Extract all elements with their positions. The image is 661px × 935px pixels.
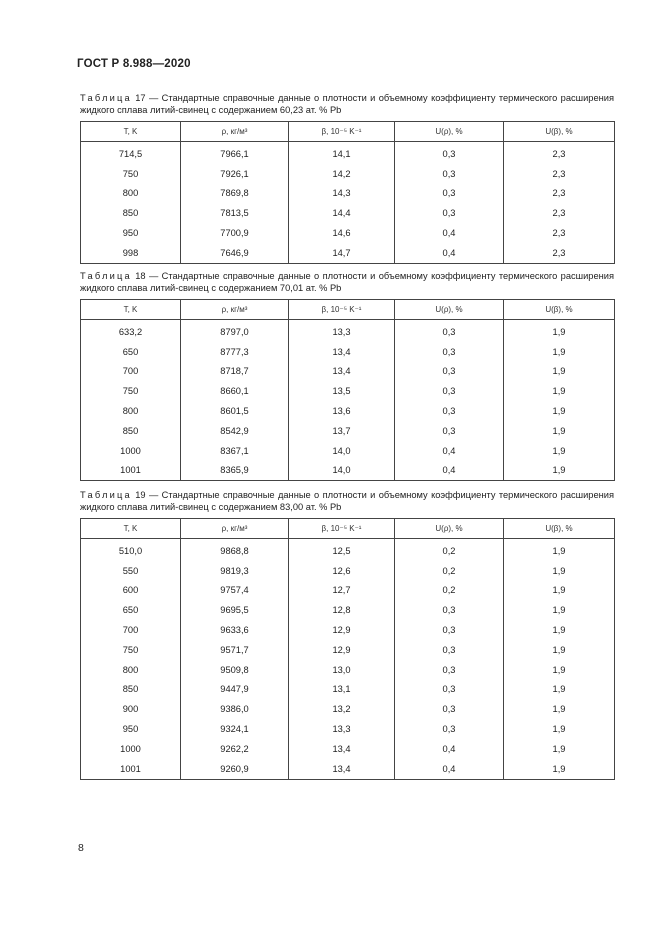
table-cell: 9819,3	[181, 561, 289, 581]
table-17	[80, 92, 614, 264]
table-cell: 1,9	[504, 719, 615, 739]
table-cell: 1,9	[504, 699, 615, 719]
table-label: Таблица	[80, 93, 132, 103]
table-cell: 14,4	[289, 203, 395, 223]
column-header: T, K	[81, 300, 181, 320]
table-cell: 0,3	[395, 699, 504, 719]
table-cell: 0,3	[395, 680, 504, 700]
table-cell: 850	[81, 421, 181, 441]
table-cell: 0,3	[395, 203, 504, 223]
table-cell: 7926,1	[181, 164, 289, 184]
table-cell: 14,2	[289, 164, 395, 184]
table-cell: 14,0	[289, 441, 395, 461]
table-caption-text: 18 — Стандартные справочные данные о плотности и объемному коэффициенту термического расширения жидкого сплава литий-свинец с содержанием 70,01 ат. % Pb	[80, 271, 614, 293]
table-cell: 7813,5	[181, 203, 289, 223]
table-cell: 12,9	[289, 640, 395, 660]
table-cell: 0,4	[395, 223, 504, 243]
table-caption-text: 17 — Стандартные справочные данные о плотности и объемному коэффициенту термического расширения жидкого сплава литий-свинец с содержанием 60,23 ат. % Pb	[80, 93, 614, 115]
table-cell: 1,9	[504, 381, 615, 401]
table-row	[81, 739, 615, 759]
table-cell: 650	[81, 600, 181, 620]
table-cell: 510,0	[81, 539, 181, 561]
table-cell: 13,4	[289, 759, 395, 779]
table-cell: 0,3	[395, 600, 504, 620]
table-cell: 2,3	[504, 243, 615, 263]
table-cell: 9324,1	[181, 719, 289, 739]
table-row	[81, 203, 615, 223]
table-cell: 8718,7	[181, 362, 289, 382]
table-cell: 9757,4	[181, 581, 289, 601]
table-cell: 13,3	[289, 719, 395, 739]
table-cell: 850	[81, 680, 181, 700]
table-cell: 1,9	[504, 561, 615, 581]
table-cell: 12,7	[289, 581, 395, 601]
table-cell: 2,3	[504, 184, 615, 204]
table-cell: 0,4	[395, 461, 504, 481]
table-caption	[80, 92, 614, 116]
table-row	[81, 759, 615, 779]
table-cell: 1,9	[504, 739, 615, 759]
table-cell: 0,3	[395, 421, 504, 441]
table-row	[81, 699, 615, 719]
table-cell: 1,9	[504, 441, 615, 461]
table-cell: 8367,1	[181, 441, 289, 461]
table-cell: 13,3	[289, 320, 395, 342]
table-cell: 0,3	[395, 401, 504, 421]
table-cell: 14,6	[289, 223, 395, 243]
table-cell: 1,9	[504, 461, 615, 481]
table-cell: 1,9	[504, 620, 615, 640]
table-row	[81, 320, 615, 342]
table-cell: 0,3	[395, 719, 504, 739]
table-cell: 2,3	[504, 164, 615, 184]
table-caption	[80, 489, 614, 513]
table-header-row	[81, 122, 615, 142]
data-table	[80, 518, 615, 780]
table-caption	[80, 270, 614, 294]
table-cell: 9260,9	[181, 759, 289, 779]
table-cell: 1,9	[504, 421, 615, 441]
table-cell: 8660,1	[181, 381, 289, 401]
table-row	[81, 401, 615, 421]
table-cell: 0,4	[395, 441, 504, 461]
table-cell: 9262,2	[181, 739, 289, 759]
table-row	[81, 561, 615, 581]
table-cell: 600	[81, 581, 181, 601]
table-cell: 0,3	[395, 362, 504, 382]
table-cell: 1,9	[504, 320, 615, 342]
table-cell: 9633,6	[181, 620, 289, 640]
table-cell: 0,2	[395, 539, 504, 561]
table-cell: 0,3	[395, 342, 504, 362]
data-table	[80, 299, 615, 481]
table-cell: 650	[81, 342, 181, 362]
table-cell: 1,9	[504, 342, 615, 362]
table-cell: 8797,0	[181, 320, 289, 342]
table-cell: 850	[81, 203, 181, 223]
table-cell: 950	[81, 719, 181, 739]
table-row	[81, 660, 615, 680]
table-row	[81, 362, 615, 382]
table-row	[81, 223, 615, 243]
table-label: Таблица	[80, 271, 132, 281]
table-cell: 13,7	[289, 421, 395, 441]
table-cell: 1000	[81, 739, 181, 759]
table-cell: 9447,9	[181, 680, 289, 700]
table-cell: 8542,9	[181, 421, 289, 441]
table-cell: 950	[81, 223, 181, 243]
table-cell: 0,3	[395, 142, 504, 164]
table-cell: 1,9	[504, 600, 615, 620]
table-cell: 0,3	[395, 620, 504, 640]
table-cell: 2,3	[504, 142, 615, 164]
table-cell: 14,1	[289, 142, 395, 164]
table-cell: 12,5	[289, 539, 395, 561]
table-cell: 1001	[81, 461, 181, 481]
column-header: U(β), %	[504, 519, 615, 539]
table-cell: 13,2	[289, 699, 395, 719]
table-cell: 8777,3	[181, 342, 289, 362]
table-cell: 800	[81, 660, 181, 680]
table-cell: 0,4	[395, 759, 504, 779]
table-18	[80, 270, 614, 481]
table-row	[81, 539, 615, 561]
table-cell: 14,3	[289, 184, 395, 204]
table-cell: 8365,9	[181, 461, 289, 481]
table-19	[80, 489, 614, 780]
table-cell: 9386,0	[181, 699, 289, 719]
table-cell: 800	[81, 401, 181, 421]
table-cell: 7966,1	[181, 142, 289, 164]
table-cell: 0,2	[395, 581, 504, 601]
table-cell: 0,2	[395, 561, 504, 581]
table-cell: 1,9	[504, 640, 615, 660]
table-row	[81, 381, 615, 401]
table-row	[81, 164, 615, 184]
column-header: β, 10⁻⁵ K⁻¹	[289, 519, 395, 539]
table-cell: 750	[81, 164, 181, 184]
table-cell: 9571,7	[181, 640, 289, 660]
table-cell: 1,9	[504, 660, 615, 680]
column-header: T, K	[81, 122, 181, 142]
table-cell: 750	[81, 640, 181, 660]
table-cell: 700	[81, 362, 181, 382]
table-row	[81, 142, 615, 164]
table-row	[81, 421, 615, 441]
table-cell: 0,4	[395, 739, 504, 759]
table-cell: 13,1	[289, 680, 395, 700]
table-cell: 633,2	[81, 320, 181, 342]
table-cell: 9868,8	[181, 539, 289, 561]
table-cell: 1,9	[504, 362, 615, 382]
column-header: β, 10⁻⁵ K⁻¹	[289, 122, 395, 142]
table-cell: 750	[81, 381, 181, 401]
table-row	[81, 243, 615, 263]
table-row	[81, 620, 615, 640]
table-cell: 13,4	[289, 342, 395, 362]
table-row	[81, 342, 615, 362]
document-header: ГОСТ Р 8.988—2020	[77, 58, 191, 70]
column-header: ρ, кг/м³	[181, 122, 289, 142]
column-header: U(β), %	[504, 122, 615, 142]
table-row	[81, 184, 615, 204]
table-cell: 550	[81, 561, 181, 581]
table-cell: 0,3	[395, 640, 504, 660]
table-cell: 1,9	[504, 759, 615, 779]
column-header: ρ, кг/м³	[181, 519, 289, 539]
table-cell: 714,5	[81, 142, 181, 164]
table-row	[81, 719, 615, 739]
table-cell: 7646,9	[181, 243, 289, 263]
table-cell: 0,3	[395, 381, 504, 401]
table-cell: 0,3	[395, 164, 504, 184]
column-header: U(β), %	[504, 300, 615, 320]
table-cell: 14,0	[289, 461, 395, 481]
table-cell: 7700,9	[181, 223, 289, 243]
table-cell: 13,6	[289, 401, 395, 421]
table-cell: 1000	[81, 441, 181, 461]
table-cell: 0,3	[395, 660, 504, 680]
table-cell: 12,8	[289, 600, 395, 620]
column-header: β, 10⁻⁵ K⁻¹	[289, 300, 395, 320]
table-cell: 13,4	[289, 739, 395, 759]
page-number: 8	[78, 842, 84, 854]
table-row	[81, 600, 615, 620]
table-cell: 998	[81, 243, 181, 263]
table-cell: 1,9	[504, 401, 615, 421]
table-label: Таблица	[80, 490, 132, 500]
table-header-row	[81, 519, 615, 539]
table-cell: 2,3	[504, 223, 615, 243]
table-cell: 2,3	[504, 203, 615, 223]
column-header: U(ρ), %	[395, 122, 504, 142]
table-cell: 12,9	[289, 620, 395, 640]
column-header: T, K	[81, 519, 181, 539]
table-cell: 13,0	[289, 660, 395, 680]
table-header-row	[81, 300, 615, 320]
table-cell: 9695,5	[181, 600, 289, 620]
table-caption-text: 19 — Стандартные справочные данные о плотности и объемному коэффициенту термического расширения жидкого сплава литий-свинец с содержанием 83,00 ат. % Pb	[80, 490, 614, 512]
table-cell: 700	[81, 620, 181, 640]
table-cell: 800	[81, 184, 181, 204]
table-cell: 13,5	[289, 381, 395, 401]
table-cell: 1,9	[504, 680, 615, 700]
table-cell: 900	[81, 699, 181, 719]
column-header: ρ, кг/м³	[181, 300, 289, 320]
table-cell: 14,7	[289, 243, 395, 263]
table-cell: 9509,8	[181, 660, 289, 680]
table-cell: 0,4	[395, 243, 504, 263]
data-table	[80, 121, 615, 264]
table-cell: 7869,8	[181, 184, 289, 204]
table-cell: 12,6	[289, 561, 395, 581]
table-row	[81, 680, 615, 700]
table-row	[81, 581, 615, 601]
table-cell: 1,9	[504, 581, 615, 601]
table-cell: 0,3	[395, 184, 504, 204]
table-cell: 0,3	[395, 320, 504, 342]
table-cell: 1,9	[504, 539, 615, 561]
table-row	[81, 441, 615, 461]
column-header: U(ρ), %	[395, 519, 504, 539]
column-header: U(ρ), %	[395, 300, 504, 320]
table-cell: 13,4	[289, 362, 395, 382]
table-row	[81, 461, 615, 481]
table-cell: 8601,5	[181, 401, 289, 421]
table-cell: 1001	[81, 759, 181, 779]
table-row	[81, 640, 615, 660]
